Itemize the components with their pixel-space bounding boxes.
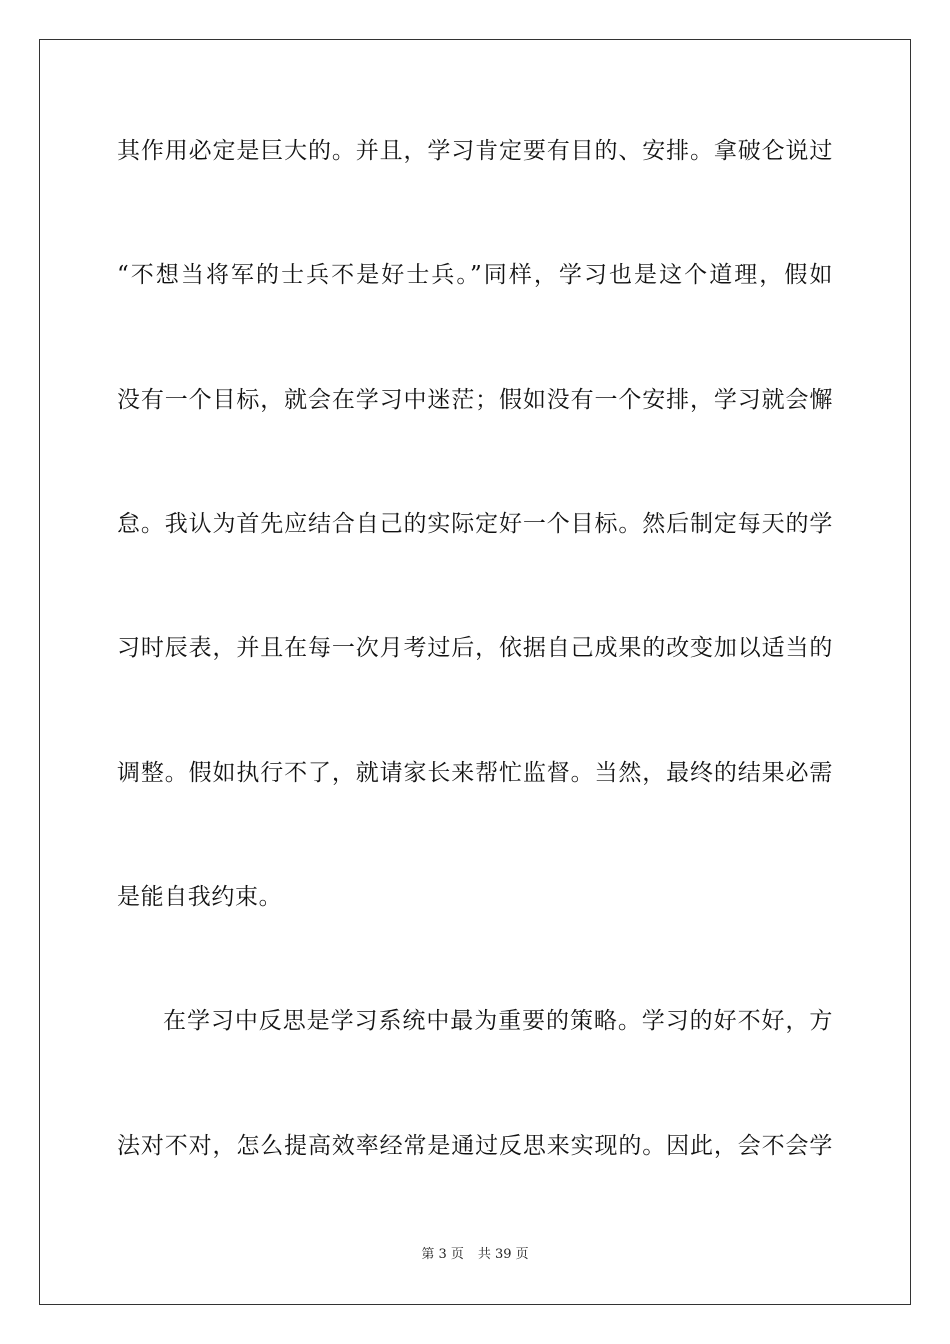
page-number: 第 3 页 xyxy=(421,1247,464,1262)
total-pages: 共 39 页 xyxy=(477,1247,529,1262)
paragraph-line-last: 是能自我约束。 xyxy=(117,884,283,910)
paragraph-line: 怠。我认为首先应结合自己的实际定好一个目标。然后制定每天的学 xyxy=(117,511,833,537)
page-footer xyxy=(0,1246,950,1264)
paragraph-line: 习时辰表，并且在每一次月考过后，依据自己成果的改变加以适当的 xyxy=(117,635,833,661)
paragraph-line: “不想当将军的士兵不是好士兵。”同样，学习也是这个道理，假如 xyxy=(117,262,833,288)
paragraph-line: 法对不对，怎么提高效率经常是通过反思来实现的。因此，会不会学 xyxy=(117,1133,833,1159)
paragraph-line: 没有一个目标，就会在学习中迷茫；假如没有一个安排，学习就会懈 xyxy=(117,387,833,413)
paragraph-first-line: 在学习中反思是学习系统中最为重要的策略。学习的好不好，方 xyxy=(163,1008,833,1034)
paragraph-line: 其作用必定是巨大的。并且，学习肯定要有目的、安排。拿破仑说过 xyxy=(117,138,833,164)
paragraph-line: 调整。假如执行不了，就请家长来帮忙监督。当然，最终的结果必需 xyxy=(117,760,833,786)
page-border xyxy=(39,39,911,1305)
